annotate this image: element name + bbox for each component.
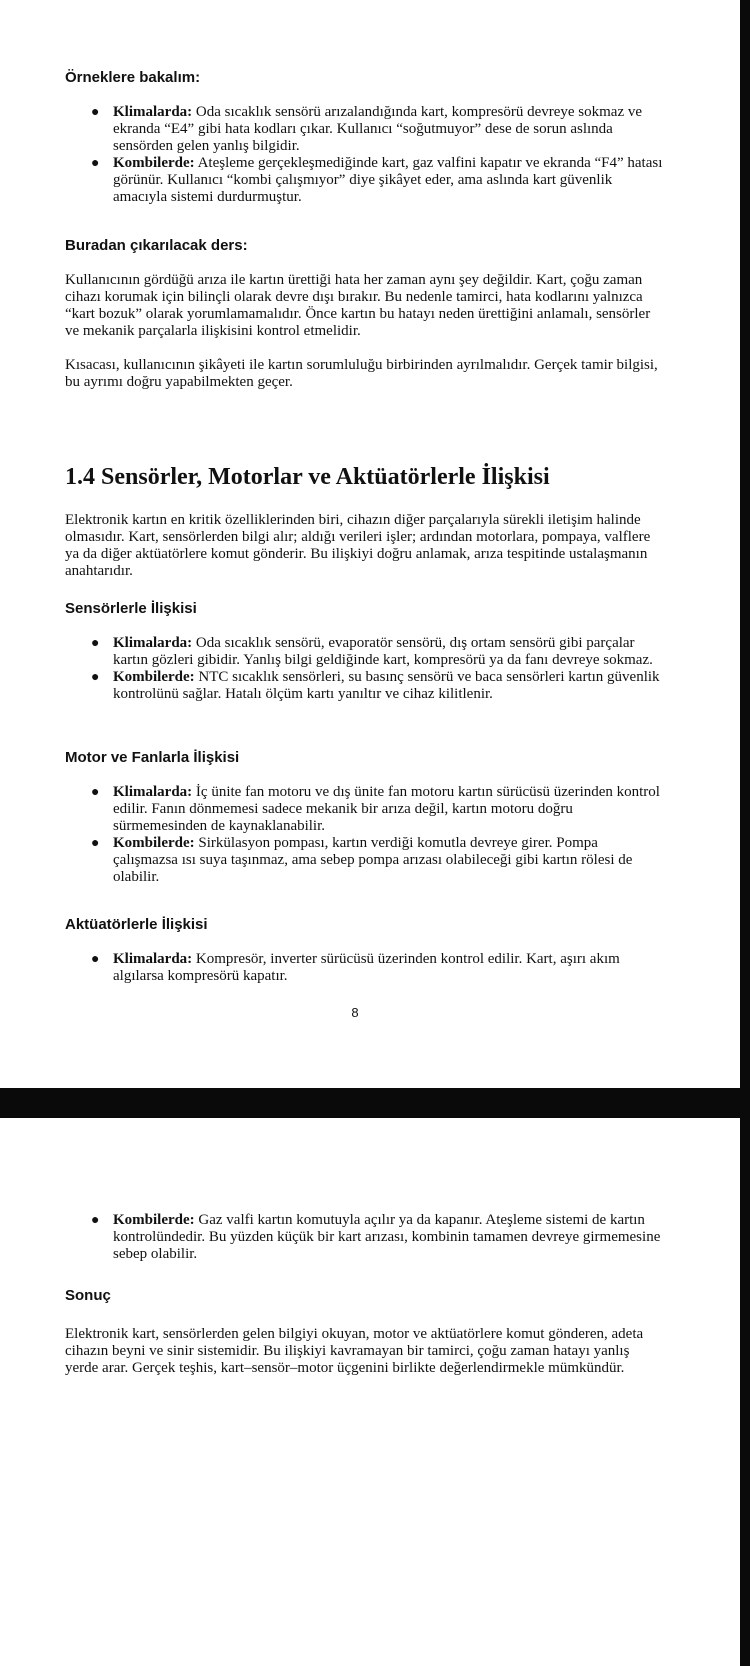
examples-heading: Örneklere bakalım: [65,69,201,86]
page-gap [0,1088,750,1118]
motors-heading: Motor ve Fanlarla İlişkisi [65,749,240,766]
lesson-paragraph-1: Kullanıcının gördüğü arıza ile kartın ürettiği hata her zaman aynı şey değildir. Kart, çoğu zaman cihazı korumak için bilinçli olarak devre dışı bırakır. Bu nedenle tamirci, hata kodlarını yalnızca “kart bozuk” olarak yorumlamamalıdır. Önce kartın bu hatayı neden ürettiğini anlamalı, sensörler ve mekanik parçalarla ilişkisini kontrol etmelidir. [65,272,651,339]
list-item: ● Kombilerde: Gaz valfi kartın komutuyla açılır ya da kapanır. Ateşleme sistemi de kartın kontrolündedir. Bu yüzden küçük bir kart arızası, kombinin tamamen devreye girmemesine sebep olabilir. [91,1212,661,1262]
bullet-icon: ● [91,836,100,851]
lesson-heading: Buradan çıkarılacak ders: [65,237,248,254]
continued-bullets [65,1212,665,1263]
list-item: ● Klimalarda: İç ünite fan motoru ve dış ünite fan motoru kartın sürücüsü üzerinden kontrol edilir. Fanın dönmemesi sadece mekanik bir arıza değil, kartın motoru doğru sürmemesinden de kaynaklanabilir. [91,784,660,834]
motors-section [65,748,665,886]
bullet-icon: ● [91,105,100,120]
list-item: ● Klimalarda: Kompresör, inverter sürücüsü üzerinden kontrol edilir. Kart, aşırı akım algılarsa kompresörü kapatır. [91,951,620,984]
lesson-paragraph-2: Kısacası, kullanıcının şikâyeti ile kartın sorumluluğu birbirinden ayrılmalıdır. Gerçek tamir bilgisi, bu ayrımı doğru yapabilmekten geçer. [65,357,658,390]
actuators-section [65,915,665,985]
sensors-section [65,599,665,703]
examples-section [65,68,665,206]
bullet-icon: ● [91,785,100,800]
lesson-section [65,236,665,391]
conclusion-paragraph: Elektronik kart, sensörlerden gelen bilgiyi okuyan, motor ve aktüatörlere komut gönderen, adeta cihazın beyni ve sinir sistemidir. Bu ilişkiyi kavramayan bir tamirci, çoğu zaman hatayı yanlış yerde arar. Gerçek teşhis, kart–sensör–motor üçgenini birlikte değerlendirmekle mümkündür. [65,1326,644,1376]
bullet-icon: ● [91,670,100,685]
section-1-4 [65,462,665,580]
list-item: ● Kombilerde: Sirkülasyon pompası, kartın verdiği komutla devreye girer. Pompa çalışmazsa ısı suya taşınmaz, ama sebep pompa arızası olabileceği gibi kartın rölesi de olabilir. [91,835,633,885]
bullet-icon: ● [91,636,100,651]
bullet-icon: ● [91,156,100,171]
continued-list [65,1212,665,1263]
list-item: ● Klimalarda: Oda sıcaklık sensörü arızalandığında kart, kompresörü devreye sokmaz ve ekranda “E4” gibi hata kodları çıkar. Kullanıcı “soğutmuyor” dese de sorun aslında sensörden gelen yanlış bilgidir. [91,104,643,154]
examples-list [65,104,665,206]
sensors-list [65,635,665,703]
list-item: ● Kombilerde: Ateşleme gerçekleşmediğinde kart, gaz valfini kapatır ve ekranda “F4” hatası görünür. Kullanıcı “kombi çalışmıyor” diye şikâyet eder, ama aslında kart güvenlik amacıyla sistemi durdurmuştur. [91,155,663,205]
conclusion-section [65,1286,665,1377]
actuators-list [65,951,665,985]
bullet-icon: ● [91,952,100,967]
section-title: 1.4 Sensörler, Motorlar ve Aktüatörlerle İlişkisi [65,464,550,490]
conclusion-heading: Sonuç [65,1287,111,1304]
bullet-icon: ● [91,1213,100,1228]
section-intro: Elektronik kartın en kritik özelliklerinden biri, cihazın diğer parçalarıyla sürekli iletişim halinde olmasıdır. Kart, sensörlerden bilgi alır; aldığı verileri işler; ardından motorlara, pompaya, valflere ya da diğer aktüatörlere komut gönderir. Bu ilişkiyi doğru anlamak, arıza tespitinde ustalaşmanın anahtarıdır. [65,512,651,579]
viewer-scrollbar-edge [740,0,750,1666]
list-item: ● Kombilerde: NTC sıcaklık sensörleri, su basınç sensörü ve baca sensörleri kartın güvenlik kontrolünü sağlar. Hatalı ölçüm kartı yanıltır ve cihaz kilitlenir. [91,669,660,702]
sensors-heading: Sensörlerle İlişkisi [65,600,197,617]
page-number: 8 [351,1005,359,1020]
document-page-2 [0,1118,740,1666]
actuators-heading: Aktüatörlerle İlişkisi [65,916,208,933]
list-item: ● Klimalarda: Oda sıcaklık sensörü, evaporatör sensörü, dış ortam sensörü gibi parçalar kartın gözleri gibidir. Yanlış bilgi geldiğinde kart, kompresörü ya da fanı devreye sokmaz. [91,635,653,668]
motors-list [65,784,665,886]
